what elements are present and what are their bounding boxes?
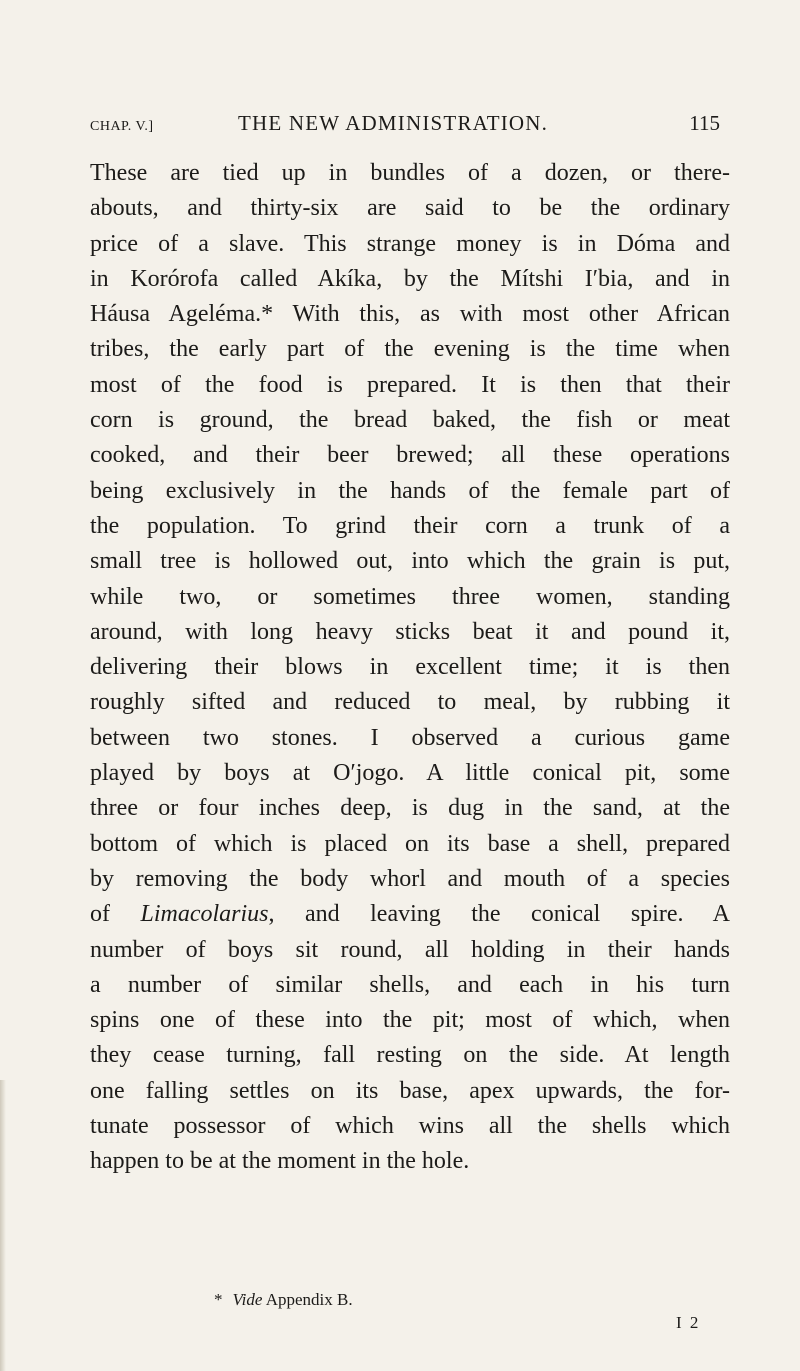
page-number: 115 <box>689 111 720 135</box>
page-edge-shadow <box>0 1080 6 1371</box>
text-line: between two stones. I observed a curious game <box>90 724 730 751</box>
text-line: by removing the body whorl and mouth of a species <box>90 865 730 892</box>
text-line: number of boys sit round, all holding in their hands <box>90 936 730 963</box>
text-line: of Limacolarius, and leaving the conical spire. A <box>90 901 730 928</box>
text-line: tunate possessor of which wins all the shells which <box>90 1113 730 1140</box>
text-line: while two, or sometimes three women, standing <box>90 583 730 610</box>
text-line: bottom of which is placed on its base a shell, prepared <box>90 830 730 857</box>
signature-mark: I 2 <box>676 1313 701 1332</box>
text-line: most of the food is prepared. It is then that their <box>90 371 730 398</box>
text-line: corn is ground, the bread baked, the fish or meat <box>90 407 730 434</box>
body-text <box>90 156 730 1180</box>
footnote-text: Appendix B. <box>265 1290 353 1309</box>
text-line: These are tied up in bundles of a dozen, or there- <box>90 160 730 186</box>
text-line: played by boys at O′jogo. A little conical pit, some <box>90 760 730 787</box>
footnote-marker: * <box>214 1290 223 1309</box>
text-line: around, with long heavy sticks beat it and pound it, <box>90 618 730 645</box>
text-line: price of a slave. This strange money is in Dóma and <box>90 230 730 257</box>
text-line: cooked, and their beer brewed; all these operations <box>90 442 730 469</box>
page-title: THE NEW ADMINISTRATION. <box>238 111 549 135</box>
text-line: a number of similar shells, and each in his turn <box>90 971 730 998</box>
text-line: being exclusively in the hands of the female part of <box>90 477 730 504</box>
text-line: in Korórofa called Akíka, by the Mítshi I′bia, and in <box>90 265 730 292</box>
text-line: delivering their blows in excellent time; it is then <box>90 654 730 681</box>
text-line: happen to be at the moment in the hole. <box>90 1148 470 1175</box>
text-line: tribes, the early part of the evening is the time when <box>90 336 730 363</box>
text-line: Háusa Ageléma.* With this, as with most other African <box>90 301 730 328</box>
text-line: the population. To grind their corn a trunk of a <box>90 512 730 539</box>
text-line: abouts, and thirty-six are said to be the ordinary <box>90 195 730 222</box>
footnote-italic: Vide <box>232 1290 263 1309</box>
footnote <box>214 1290 353 1310</box>
chapter-marker: CHAP. V.] <box>90 119 154 134</box>
running-head <box>90 111 720 141</box>
text-line: one falling settles on its base, apex upwards, the for- <box>90 1077 730 1104</box>
text-line: roughly sifted and reduced to meal, by rubbing it <box>90 689 730 716</box>
text-line: they cease turning, fall resting on the side. At length <box>90 1042 730 1069</box>
species-name: Limacolarius <box>140 901 269 928</box>
text-line: three or four inches deep, is dug in the sand, at the <box>90 795 730 822</box>
text-line: small tree is hollowed out, into which the grain is put, <box>90 548 730 575</box>
text-line: spins one of these into the pit; most of which, when <box>90 1007 730 1034</box>
